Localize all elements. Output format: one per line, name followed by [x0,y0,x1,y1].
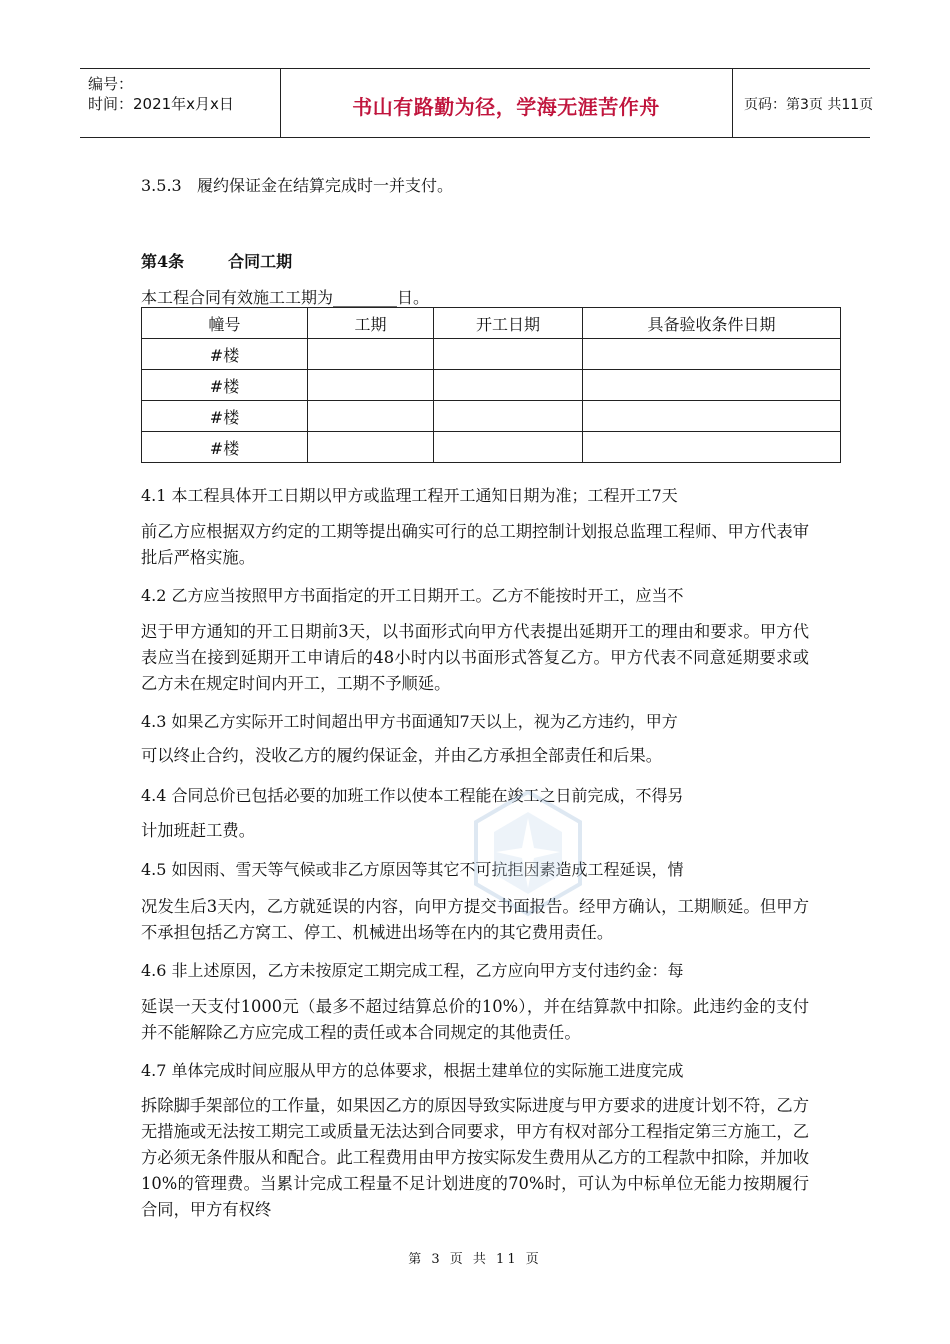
clause-4-1-first-line: 4.1 本工程具体开工日期以甲方或监理工程开工通知日期为准；工程开工7天 [141,486,678,505]
table-header-cell: 工期 [308,308,434,339]
table-row [142,432,841,463]
clause-4-7-first-line: 4.7 单体完成时间应服从甲方的总体要求，根据土建单位的实际施工进度完成 [141,1061,684,1080]
header-motto-cell [280,69,733,137]
table-header-cell: 幢号 [142,308,308,339]
watermark-emblem-icon [468,788,588,918]
table-cell-duration [308,401,434,432]
clause-4-5-first-line: 4.5 如因雨、雪天等气候或非乙方原因等其它不可抗拒因素造成工程延误，情 [141,860,684,879]
table-cell-start-date [434,401,583,432]
header-page-cell [732,69,874,137]
table-header-cell: 具备验收条件日期 [583,308,841,339]
clause-4-3-first-line: 4.3 如果乙方实际开工时间超出甲方书面通知7天以上，视为乙方违约，甲方 [141,712,678,731]
table-cell-acceptance-date [583,401,841,432]
clause-4-1-body: 前乙方应根据双方约定的工期等提出确实可行的总工期控制计划报总监理工程师、甲方代表审批后严格实施。 [141,522,809,567]
header-motto: 书山有路勤为径，学海无涯苦作舟 [352,95,660,119]
page-footer: 第 3 页 共 11 页 [408,1252,542,1267]
header-meta-cell [80,69,281,137]
table-cell-building: #楼 [142,401,308,432]
table-row [142,339,841,370]
table-cell-building: #楼 [142,432,308,463]
section-4-heading [141,249,292,272]
section-4-intro: 本工程合同有效施工工期为________日。 [141,288,430,307]
section-title: 合同工期 [228,252,293,271]
clause-4-2-body: 迟于甲方通知的开工日期前3天，以书面形式向甲方代表提出延期开工的理由和要求。甲方代表应当在接到延期开工申请后的48小时内以书面形式答复乙方。甲方代表不同意延期要求或乙方未在规定时间内开工，工期不予顺延。 [141,622,809,693]
clause-3-5-3: 3.5.3 履约保证金在结算完成时一并支付。 [141,176,453,195]
schedule-table [141,307,841,463]
table-cell-start-date [434,432,583,463]
clause-4-5-body: 况发生后3天内，乙方就延误的内容，向甲方提交书面报告。经甲方确认，工期顺延。但甲方不承担包括乙方窝工、停工、机械进出场等在内的其它费用责任。 [141,897,809,942]
table-cell-duration [308,432,434,463]
table-cell-building: #楼 [142,370,308,401]
table-cell-start-date [434,339,583,370]
page-header [80,68,874,138]
clause-4-6-body: 延误一天支付1000元（最多不超过结算总价的10%），并在结算款中扣除。此违约金的支付并不能解除乙方应完成工程的责任或本合同规定的其他责任。 [141,997,809,1042]
document-number: 编号： [88,75,134,93]
clause-4-2-first-line: 4.2 乙方应当按照甲方书面指定的开工日期开工。乙方不能按时开工，应当不 [141,586,684,605]
table-cell-acceptance-date [583,339,841,370]
clause-4-3-body: 可以终止合约，没收乙方的履约保证金，并由乙方承担全部责任和后果。 [141,746,663,765]
table-cell-building: #楼 [142,339,308,370]
table-cell-duration [308,370,434,401]
table-cell-acceptance-date [583,370,841,401]
document-date: 时间：2021年x月x日 [88,95,234,113]
clause-4-4-first-line: 4.4 合同总价已包括必要的加班工作以使本工程能在竣工之日前完成，不得另 [141,786,684,805]
section-number: 第4条 [141,252,185,271]
table-cell-duration [308,339,434,370]
header-page-info: 页码：第3页 共11页 [744,97,874,113]
clause-4-6-first-line: 4.6 非上述原因，乙方未按原定工期完成工程，乙方应向甲方支付违约金：每 [141,961,684,980]
table-cell-acceptance-date [583,432,841,463]
table-cell-start-date [434,370,583,401]
table-row [142,370,841,401]
table-header-cell: 开工日期 [434,308,583,339]
clause-4-7-body: 拆除脚手架部位的工作量，如果因乙方的原因导致实际进度与甲方要求的进度计划不符，乙方无措施或无法按工期完工或质量无法达到合同要求，甲方有权对部分工程指定第三方施工，乙方必须无条件服从和配合。此工程费用由甲方按实际发生费用从乙方的工程款中扣除，并加收10%的管理费。当累计完成工程量不足计划进度的70%时，可认为中标单位无能力按期履行合同，甲方有权终 [141,1096,809,1219]
table-header-row [142,308,841,339]
table-row [142,401,841,432]
clause-4-4-body: 计加班赶工费。 [141,821,255,840]
